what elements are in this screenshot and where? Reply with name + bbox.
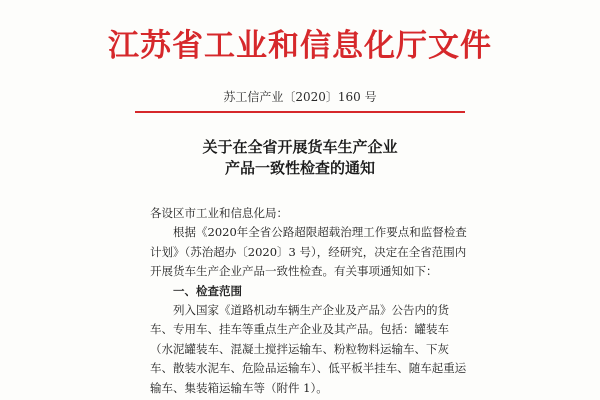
subject-line-2: 产品一致性检查的通知 [224, 159, 375, 177]
red-divider [135, 111, 465, 113]
issuer-title: 江苏省工业和信息化厅文件 [108, 28, 492, 64]
addressee: 各设区市工业和信息化局： [150, 206, 288, 220]
document-subject [0, 137, 600, 179]
document-number: 苏工信产业〔2020〕160 号 [223, 90, 377, 104]
section-heading: 一、检查范围 [173, 283, 242, 298]
body-paragraph: 根据《2020年全省公路超限超载治理工作要点和监督检查计划》（苏治超办〔2020〕3 号），经研究，决定在全省范围内开展货车生产企业产品一致性检查。有关事项通知如下： [150, 225, 467, 279]
body-paragraph: 列入国家《道路机动车辆生产企业及产品》公告内的货车、专用车、挂车等重点生产企业及其产品。包括：罐装车（水泥罐装车、混凝土搅拌运输车、粉粒物料运输车、下灰车、散装水泥车、危险品运输车）、低平板半挂车、随车起重运输车、集装箱运输车等（附件 1）。 [150, 303, 467, 395]
document-body [150, 204, 470, 398]
subject-line-1: 关于在全省开展货车生产企业 [202, 138, 398, 156]
